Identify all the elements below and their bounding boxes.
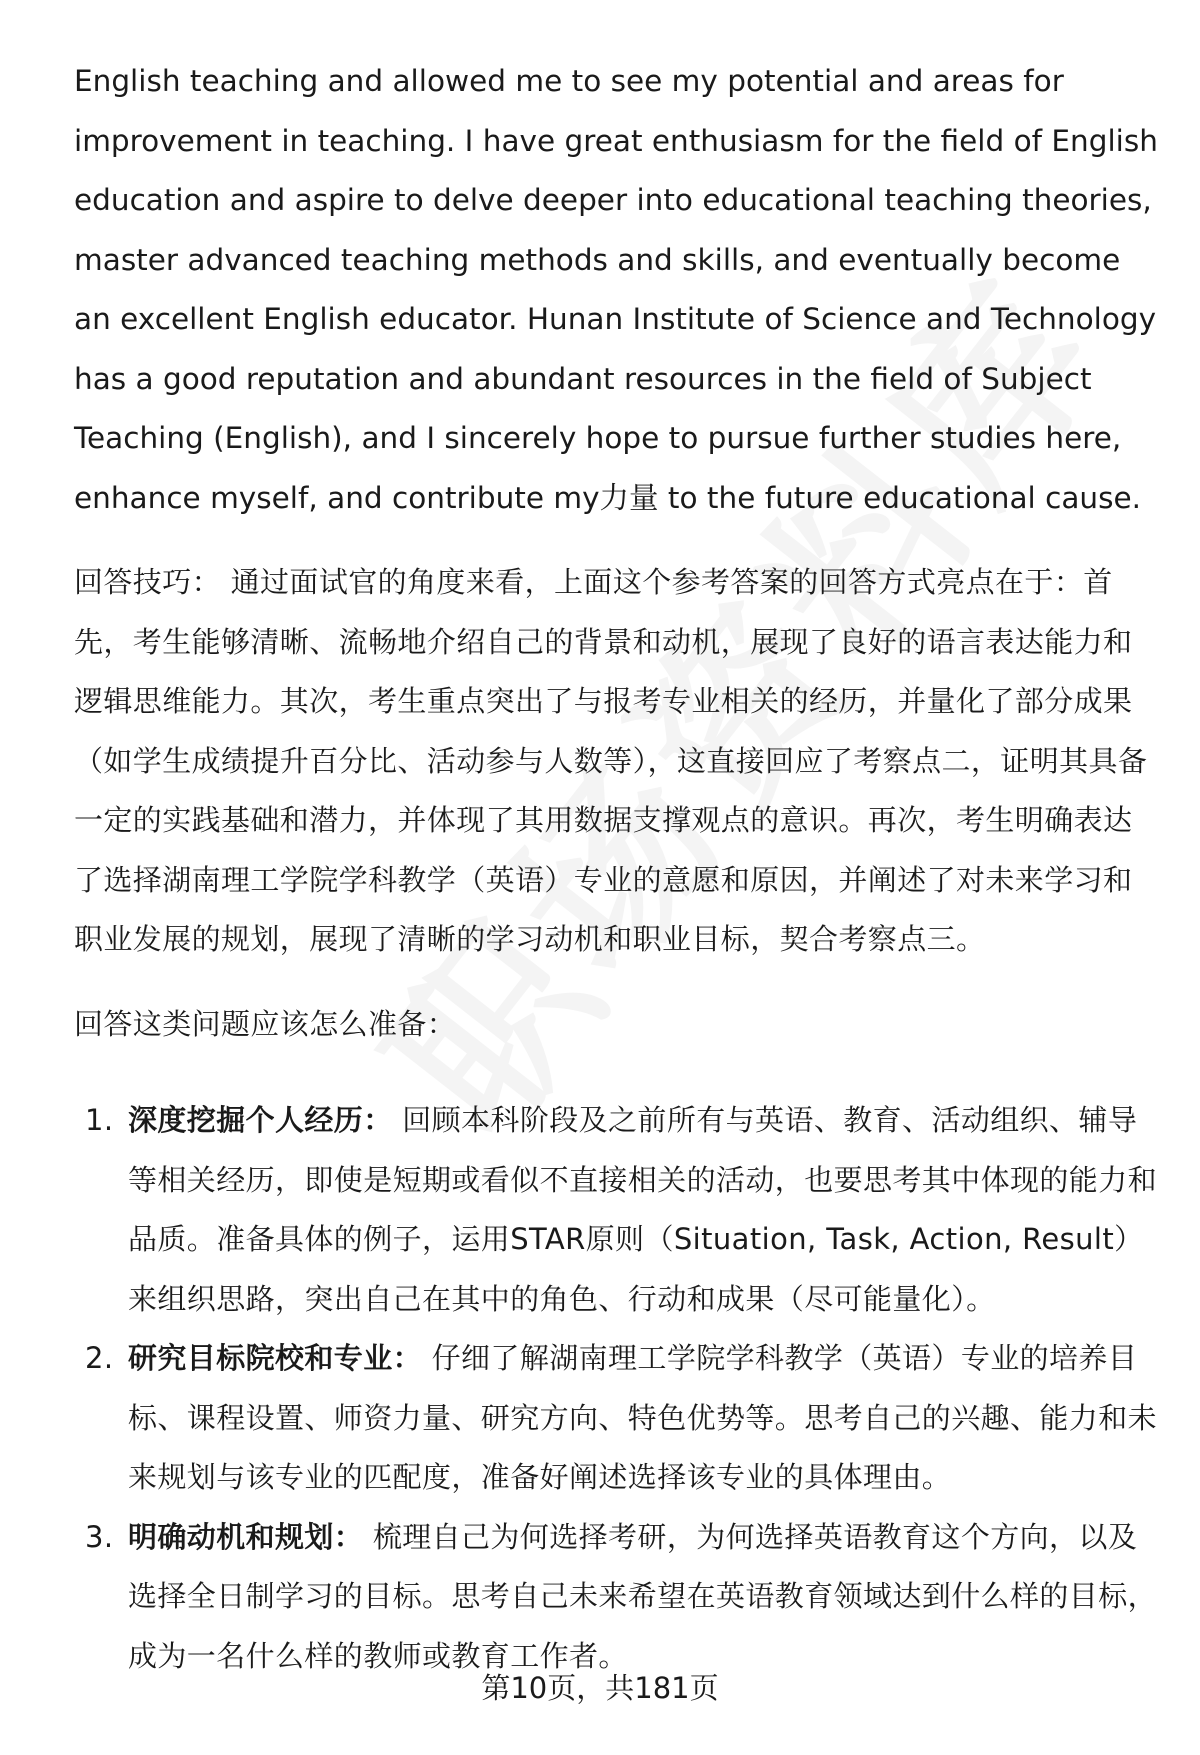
- list-item-title: 深度挖掘个人经历：: [128, 1103, 393, 1137]
- answer-tips-paragraph: 回答技巧： 通过面试官的角度来看，上面这个参考答案的回答方式亮点在于：首先，考生能够清晰、流畅地介绍自己的背景和动机，展现了良好的语言表达能力和逻辑思维能力。其次，考生重点突出了与报考专业相关的经历，并量化了部分成果（如学生成绩提升百分比、活动参与人数等），这直接回应了考察点二，证明其具备一定的实践基础和潜力，并体现了其用数据支撑观点的意识。再次，考生明确表达了选择湖南理工学院学科教学（英语）专业的意愿和原因，并阐述了对未来学习和职业发展的规划，展现了清晰的学习动机和职业目标，契合考察点三。: [74, 565, 1148, 956]
- list-item-number: 1.: [85, 1103, 114, 1137]
- list-item-title: 研究目标院校和专业：: [128, 1341, 423, 1375]
- list-item-number: 2.: [85, 1341, 114, 1375]
- list-item-title: 明确动机和规划：: [128, 1519, 364, 1554]
- list-item-text: 梳理自己为何选择考研，为何选择英语教育这个方向，以及选择全日制学习的目标。思考自己未来希望在英语教育领域达到什么样的目标，成为一名什么样的教师或教育工作者。: [128, 1519, 1158, 1673]
- preparation-list: [74, 1091, 1159, 1686]
- list-item-text: 仔细了解湖南理工学院学科教学（英语）专业的培养目标、课程设置、师资力量、研究方向、特色优势等。思考自己的兴趣、能力和未来规划与该专业的匹配度，准备好阐述选择该专业的具体理由。: [128, 1341, 1158, 1494]
- list-item-text: 回顾本科阶段及之前所有与英语、教育、活动组织、辅导等相关经历，即使是短期或看似不直接相关的活动，也要思考其中体现的能力和品质。准备具体的例子，运用STAR原则（Situation, Task, Action, Result）来组织思路，突出自己在其中的角色、行动和成果（尽可能量化）。: [128, 1103, 1158, 1316]
- english-paragraph: English teaching and allowed me to see my potential and areas for improvement in teaching. I have great enthusiasm for the field of English education and aspire to delve deeper into educational teaching theories, master advanced teaching methods and skills, and eventually become an excellent English educator. Hunan Institute of Science and Technology has a good reputation and abundant resources in the field of Subject Teaching (English), and I sincerely hope to pursue further studies here, enhance myself, and contribute my力量 to the future educational cause.: [74, 64, 1158, 515]
- list-item: [74, 1091, 1159, 1329]
- list-item: [74, 1508, 1159, 1687]
- list-item: [74, 1329, 1159, 1508]
- page-content: [74, 52, 1159, 1686]
- page-footer: 第10页，共181页: [481, 1671, 719, 1705]
- preparation-heading: 回答这类问题应该怎么准备：: [74, 1006, 457, 1041]
- list-item-number: 3.: [85, 1519, 114, 1554]
